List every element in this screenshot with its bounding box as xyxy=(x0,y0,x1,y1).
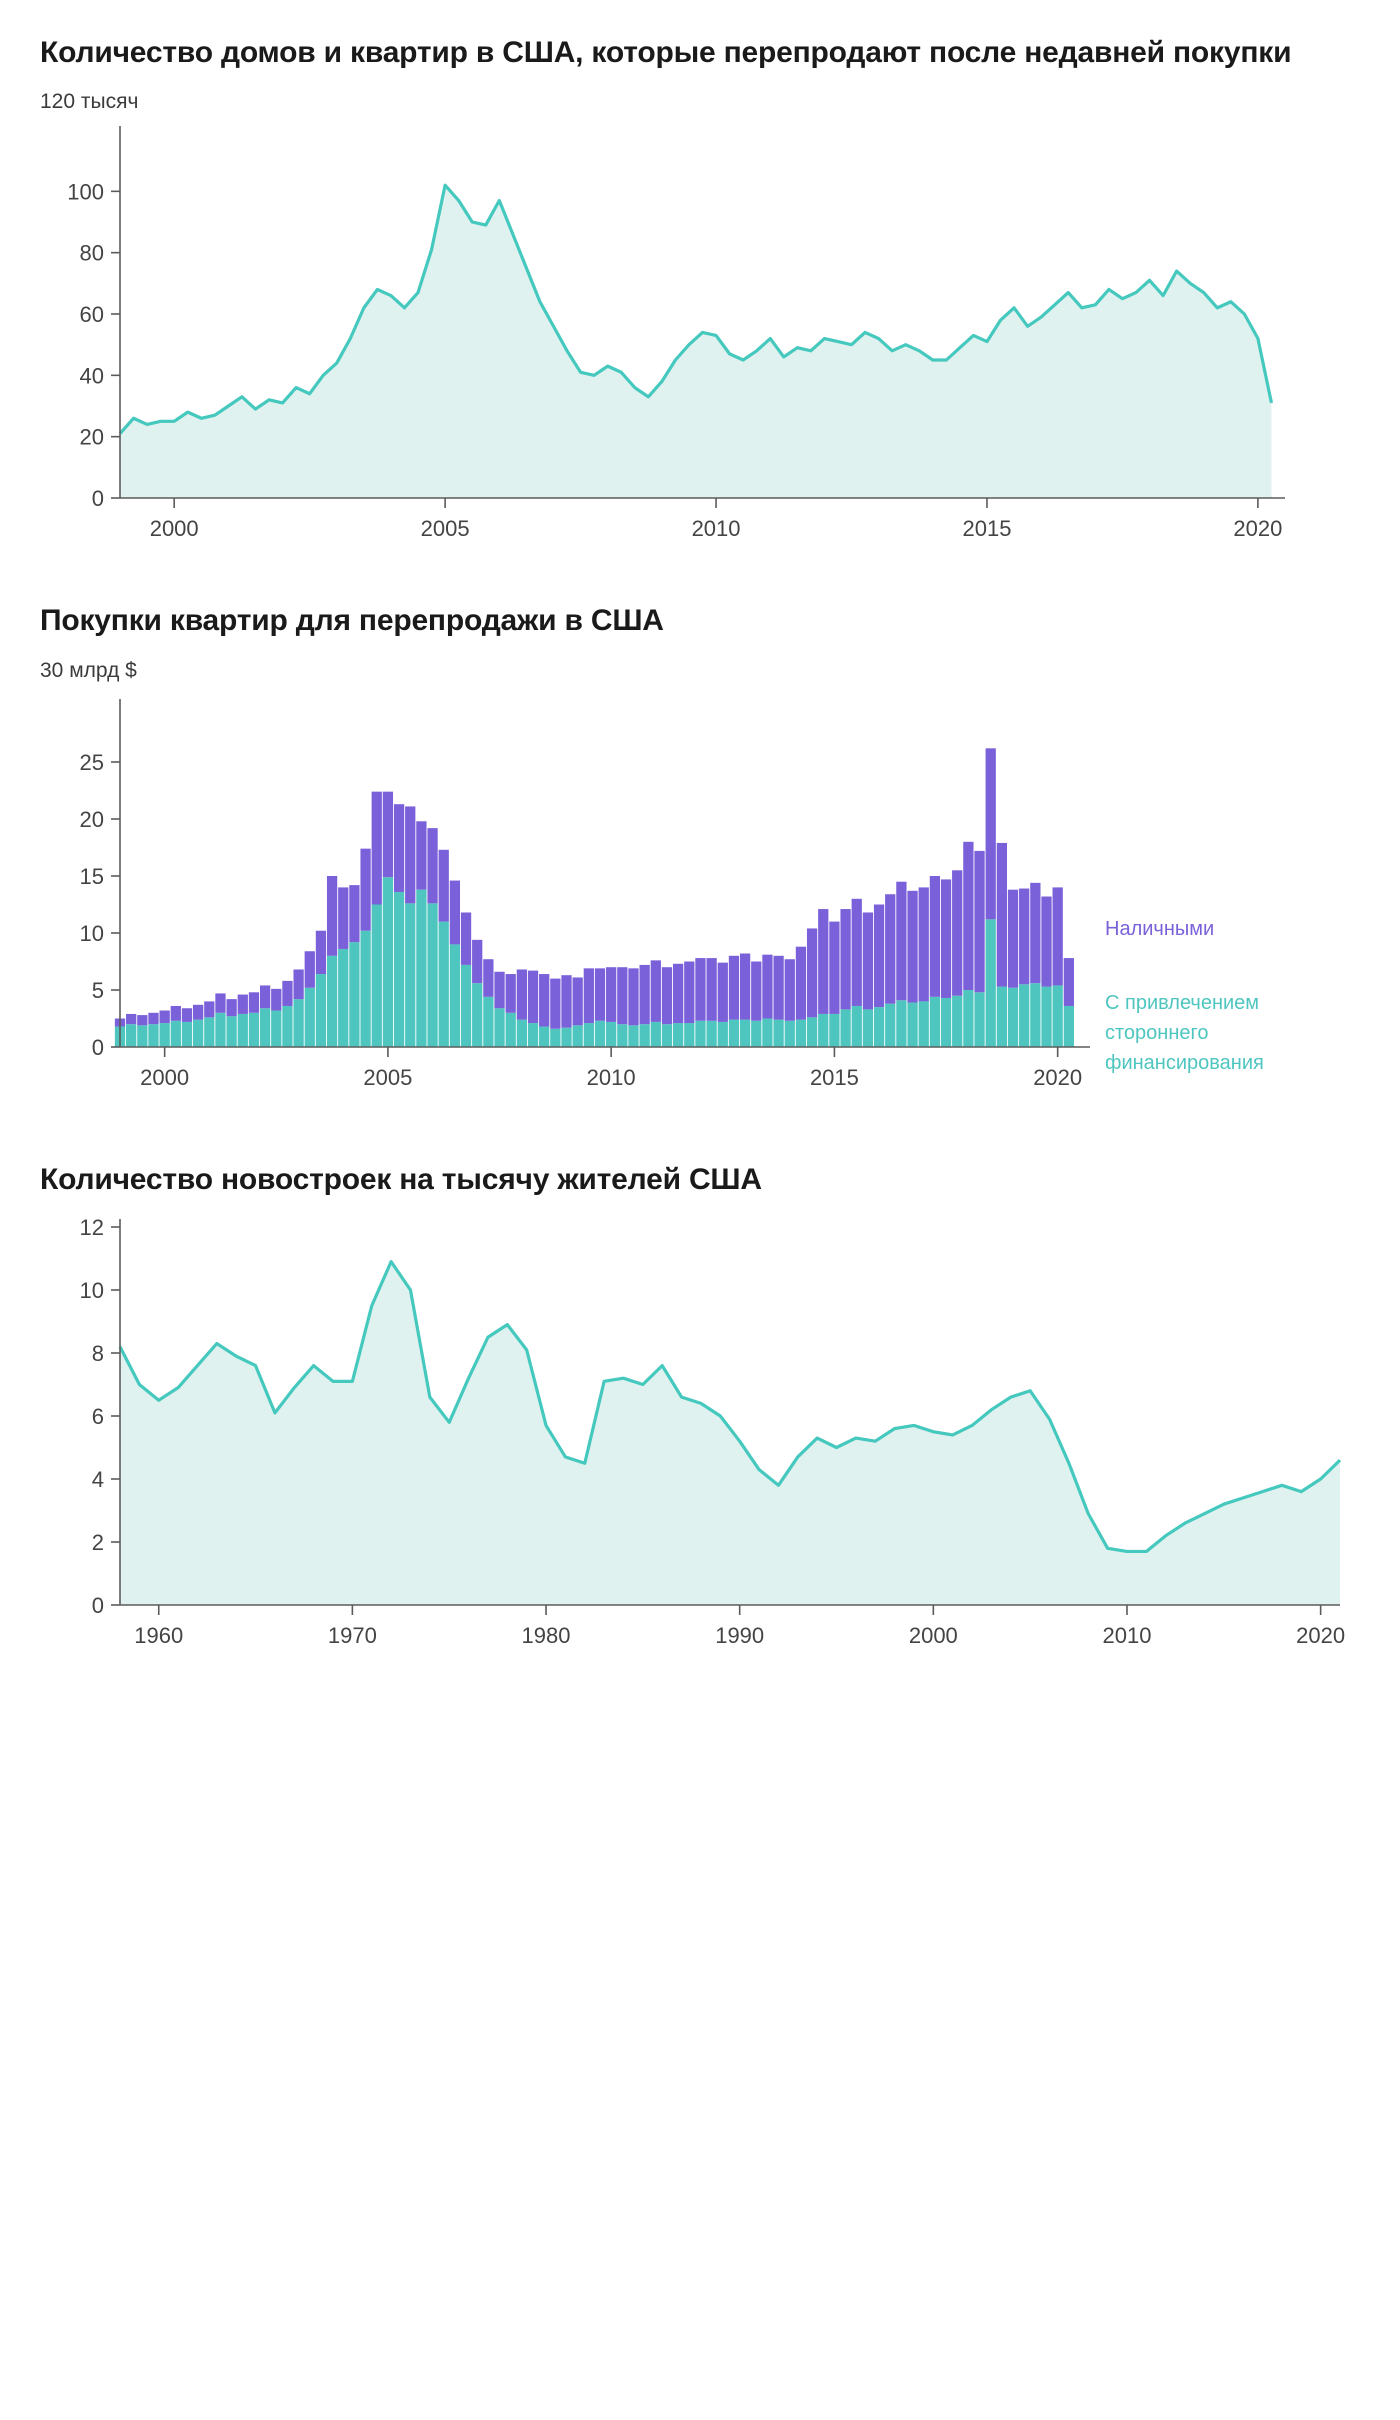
svg-text:2015: 2015 xyxy=(962,516,1012,542)
svg-text:10: 10 xyxy=(79,920,104,946)
svg-text:4: 4 xyxy=(91,1467,104,1493)
svg-text:2020: 2020 xyxy=(1033,1064,1083,1090)
svg-text:2: 2 xyxy=(91,1530,104,1556)
svg-text:2020: 2020 xyxy=(1296,1623,1346,1649)
chart-block-flip-purchases xyxy=(40,602,1360,1126)
plot-area-chart-3 xyxy=(40,1205,1360,1675)
svg-text:1960: 1960 xyxy=(134,1623,184,1649)
legend-item-cash: Наличными xyxy=(1105,917,1215,940)
svg-text:80: 80 xyxy=(79,241,104,267)
svg-text:2010: 2010 xyxy=(691,516,741,542)
svg-text:10: 10 xyxy=(79,1278,104,1304)
svg-text:12: 12 xyxy=(79,1215,104,1241)
svg-text:0: 0 xyxy=(91,1034,104,1060)
svg-text:0: 0 xyxy=(91,1593,104,1619)
svg-text:2000: 2000 xyxy=(140,1064,190,1090)
page-title-chart-1: Количество домов и квартир в США, которые перепродают после недавней покупки xyxy=(40,36,1292,69)
chart-svg-housing-starts xyxy=(40,1205,1360,1675)
unit-label-chart-1: 120 тысяч xyxy=(40,90,139,114)
page-title-chart-3: Количество новостроек на тысячу жителей США xyxy=(40,1162,762,1196)
svg-text:20: 20 xyxy=(79,425,104,451)
svg-text:1970: 1970 xyxy=(327,1623,377,1649)
svg-text:2010: 2010 xyxy=(1102,1623,1152,1649)
svg-text:100: 100 xyxy=(67,179,104,205)
unit-label-chart-2: 30 млрд $ xyxy=(40,658,137,682)
legend-item-financed-line-2: финансирования xyxy=(1105,1051,1264,1074)
svg-text:0: 0 xyxy=(91,486,104,512)
chart-svg-flips-count xyxy=(40,118,1360,568)
svg-text:60: 60 xyxy=(79,302,104,328)
svg-text:2005: 2005 xyxy=(420,516,470,542)
svg-text:1990: 1990 xyxy=(715,1623,765,1649)
svg-text:40: 40 xyxy=(79,363,104,389)
svg-text:5: 5 xyxy=(91,977,104,1003)
svg-text:2000: 2000 xyxy=(149,516,199,542)
svg-text:20: 20 xyxy=(79,806,104,832)
chart-svg-flip-purchases xyxy=(40,687,1360,1127)
plot-area-chart-2 xyxy=(40,687,1360,1127)
svg-text:25: 25 xyxy=(79,749,104,775)
svg-text:8: 8 xyxy=(91,1341,104,1367)
svg-text:6: 6 xyxy=(91,1404,104,1430)
legend-item-financed-line-0: С привлечением xyxy=(1105,991,1260,1014)
svg-text:2010: 2010 xyxy=(586,1064,636,1090)
svg-text:2000: 2000 xyxy=(908,1623,958,1649)
legend-item-financed-line-1: стороннего xyxy=(1105,1021,1209,1044)
chart-block-housing-starts xyxy=(40,1161,1360,1675)
svg-text:15: 15 xyxy=(79,863,104,889)
svg-text:2015: 2015 xyxy=(809,1064,859,1090)
svg-text:2020: 2020 xyxy=(1233,516,1283,542)
plot-area-chart-1 xyxy=(40,118,1360,568)
page-title-chart-2: Покупки квартир для перепродажи в США xyxy=(40,604,664,638)
chart-block-flips-count xyxy=(40,34,1360,568)
svg-text:2005: 2005 xyxy=(363,1064,413,1090)
svg-text:1980: 1980 xyxy=(521,1623,571,1649)
